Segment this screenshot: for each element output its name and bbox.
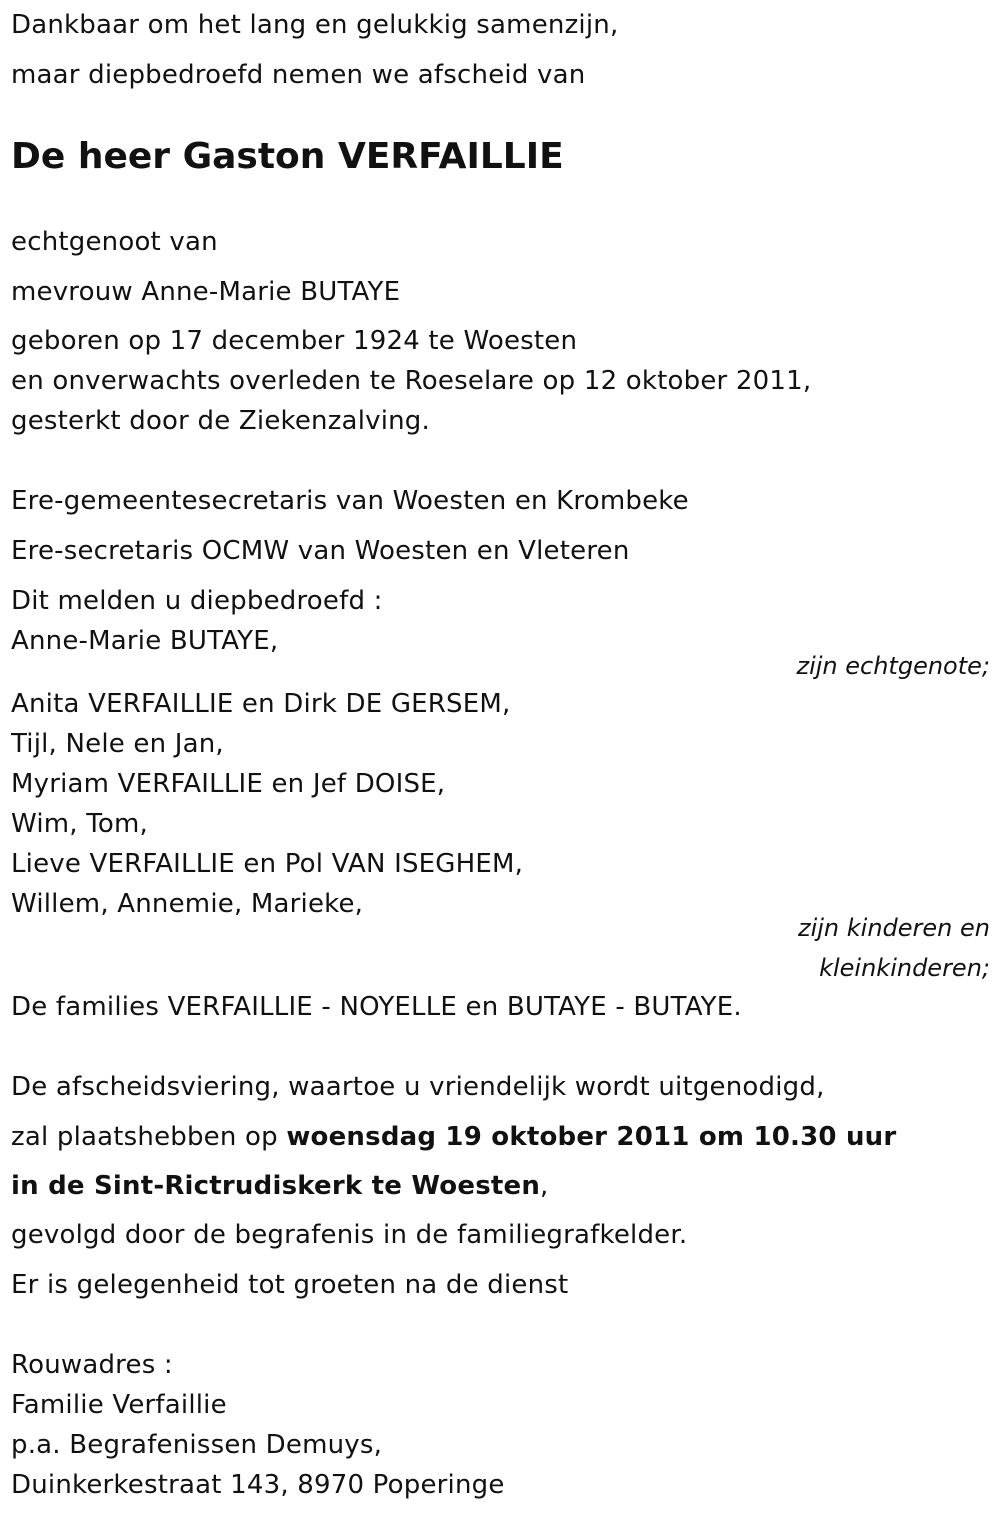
birth-line: geboren op 17 december 1924 te Woesten xyxy=(11,326,578,356)
families-line: De families VERFAILLIE - NOYELLE en BUTAYE - BUTAYE. xyxy=(11,992,742,1022)
address-line-2: p.a. Begrafenissen Demuys, xyxy=(11,1430,383,1460)
child-line: Lieve VERFAILLIE en Pol VAN ISEGHEM, xyxy=(11,849,524,879)
child-line: Myriam VERFAILLIE en Jef DOISE, xyxy=(11,769,446,799)
spouse-name: mevrouw Anne-Marie BUTAYE xyxy=(11,277,401,307)
honorary-title-2: Ere-secretaris OCMW van Woesten en Vleteren xyxy=(11,536,630,566)
ceremony-place: in de Sint-Rictrudiskerk te Woesten xyxy=(11,1171,541,1201)
ceremony-date-prefix: zal plaatshebben op xyxy=(11,1122,287,1152)
death-line: en onverwachts overleden te Roeselare op 12 oktober 2011, xyxy=(11,366,812,396)
address-line-1: Familie Verfaillie xyxy=(11,1390,227,1420)
intro-line-1: Dankbaar om het lang en gelukkig samenzijn, xyxy=(11,10,619,40)
address-label: Rouwadres : xyxy=(11,1350,173,1380)
mourners-intro: Dit melden u diepbedroefd : xyxy=(11,586,383,616)
intro-line-2: maar diepbedroefd nemen we afscheid van xyxy=(11,60,586,90)
honorary-title-1: Ere-gemeentesecretaris van Woesten en Krombeke xyxy=(11,486,689,516)
child-line: Willem, Annemie, Marieke, xyxy=(11,889,364,919)
mourner-spouse: Anne-Marie BUTAYE, xyxy=(11,626,279,656)
spouse-role: zijn echtgenote; xyxy=(796,652,990,680)
address-line-3: Duinkerkestraat 143, 8970 Poperinge xyxy=(11,1470,505,1500)
ceremony-place-line xyxy=(11,1171,549,1201)
ceremony-place-suffix: , xyxy=(540,1171,549,1201)
child-line: Tijl, Nele en Jan, xyxy=(11,729,224,759)
child-line: Wim, Tom, xyxy=(11,809,148,839)
ceremony-date-line xyxy=(11,1122,896,1152)
spouse-label: echtgenoot van xyxy=(11,227,218,257)
burial-line: gevolgd door de begrafenis in de familiegrafkelder. xyxy=(11,1220,688,1250)
child-line: Anita VERFAILLIE en Dirk DE GERSEM, xyxy=(11,689,511,719)
ceremony-invite: De afscheidsviering, waartoe u vriendelijk wordt uitgenodigd, xyxy=(11,1072,825,1102)
children-role-line-1: zijn kinderen en xyxy=(798,914,990,942)
sacrament-line: gesterkt door de Ziekenzalving. xyxy=(11,406,430,436)
condolence-line: Er is gelegenheid tot groeten na de dienst xyxy=(11,1270,569,1300)
deceased-name: De heer Gaston VERFAILLIE xyxy=(11,136,564,177)
children-role-line-2: kleinkinderen; xyxy=(819,954,990,982)
ceremony-date: woensdag 19 oktober 2011 om 10.30 uur xyxy=(286,1122,897,1152)
